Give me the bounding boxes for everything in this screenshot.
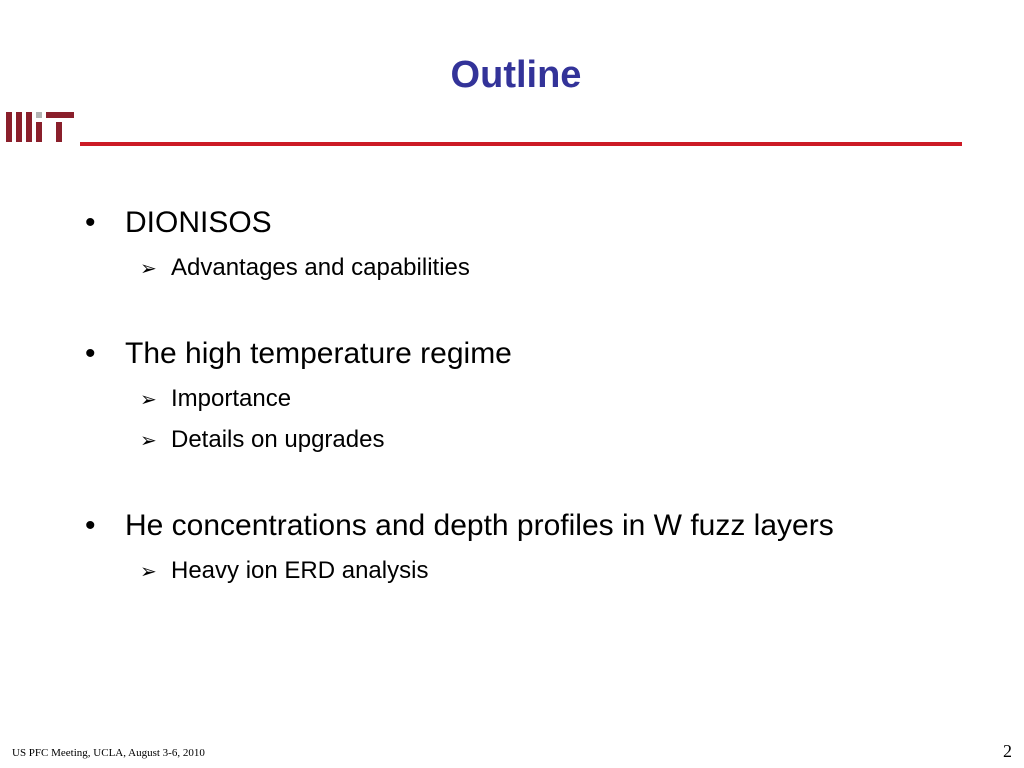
slide-title: Outline bbox=[450, 54, 582, 96]
sub-item-importance bbox=[140, 384, 291, 414]
sub-item-text: Details on upgrades bbox=[171, 426, 385, 453]
bullet-icon: • bbox=[85, 337, 96, 370]
arrow-bullet-icon: ➢ bbox=[140, 387, 157, 411]
arrow-bullet-icon: ➢ bbox=[140, 559, 157, 583]
footer-text: US PFC Meeting, UCLA, August 3-6, 2010 bbox=[12, 747, 205, 759]
sub-item-text: Heavy ion ERD analysis bbox=[171, 557, 429, 584]
page-number: 2 bbox=[1003, 741, 1012, 761]
sub-item-text: Importance bbox=[171, 385, 292, 412]
bullet-text: DIONISOS bbox=[125, 206, 272, 239]
bullet-text: He concentrations and depth profiles in W fuzz layers bbox=[125, 509, 834, 542]
bullet-icon: • bbox=[85, 509, 96, 542]
bullet-item-high-temperature bbox=[85, 336, 512, 372]
arrow-bullet-icon: ➢ bbox=[140, 256, 157, 280]
sub-item-heavy-ion bbox=[140, 556, 428, 586]
bullet-item-he-concentrations bbox=[85, 508, 834, 544]
bullet-icon: • bbox=[85, 206, 96, 239]
sub-item-text: Advantages and capabilities bbox=[171, 254, 470, 281]
arrow-bullet-icon: ➢ bbox=[140, 428, 157, 452]
sub-item-upgrades bbox=[140, 425, 384, 455]
bullet-text: The high temperature regime bbox=[125, 337, 512, 370]
sub-item-advantages bbox=[140, 253, 470, 283]
bullet-item-dionisos bbox=[85, 205, 272, 241]
